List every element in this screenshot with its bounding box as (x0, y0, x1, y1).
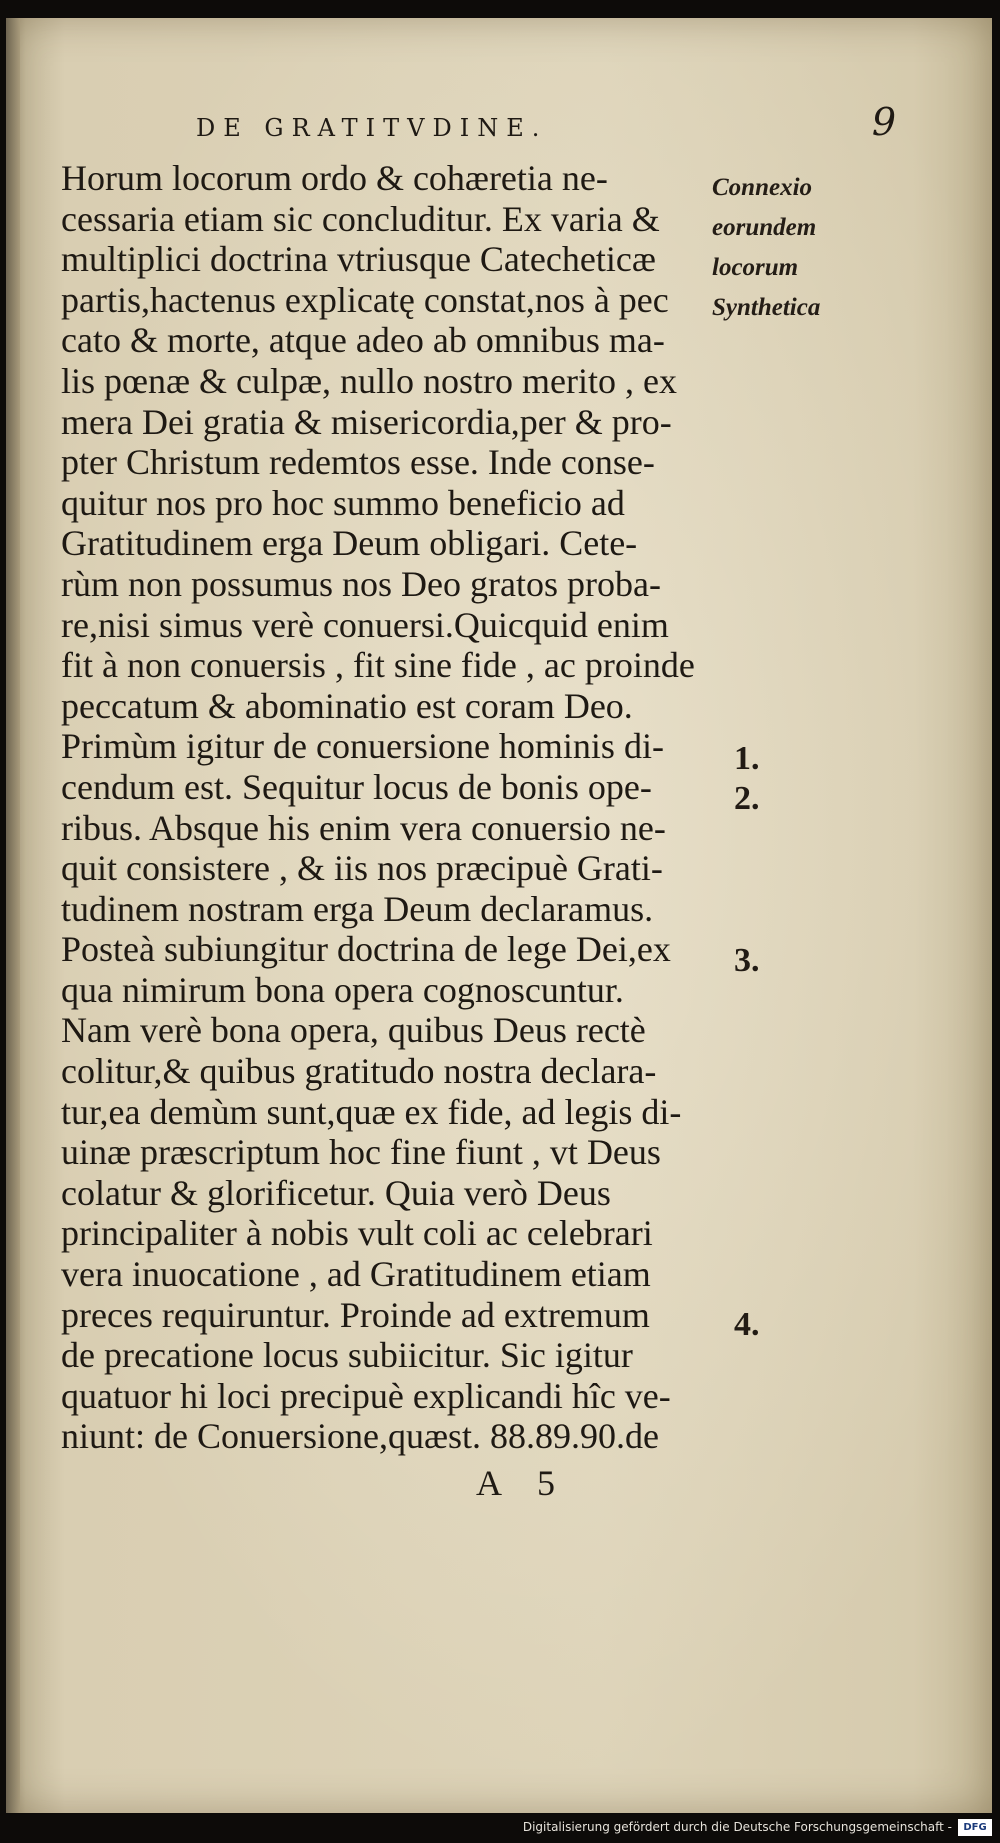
text-line: colitur,& quibus gratitudo nostra declara- (61, 1051, 657, 1092)
margin-note: Connexio (712, 174, 813, 201)
text-line: tur,ea demùm sunt,quæ ex fide, ad legis di- (61, 1091, 682, 1132)
footer-credit: Digitalisierung gefördert durch die Deutsche Forschungsgemeinschaft - (522, 1820, 952, 1834)
body-text (61, 158, 701, 1457)
text-line: Gratitudinem erga Deum obligari. Cete- (61, 523, 638, 564)
margin-number: 2. (734, 780, 760, 817)
margin-note: Synthetica (712, 294, 821, 321)
text-line: colatur & glorificetur. Quia verò Deus (61, 1172, 611, 1213)
text-line: quatuor hi loci precipuè explicandi hîc ve- (61, 1375, 671, 1416)
running-title: DE GRATITVDINE. (196, 114, 548, 142)
text-line: cendum est. Sequitur locus de bonis ope- (61, 766, 652, 807)
text-line: qua nimirum bona opera cognoscuntur. (61, 969, 624, 1010)
text-line: Primùm igitur de conuersione hominis di- (61, 726, 664, 767)
text-line: niunt: de Conuersione,quæst. 88.89.90.de (61, 1416, 659, 1457)
dfg-logo-icon: DFG (958, 1819, 992, 1836)
text-line: fit à non conuersis , fit sine fide , ac proinde (61, 645, 695, 686)
text-line: partis,hactenus explicatę constat,nos à pec (61, 279, 669, 320)
margin-number: 1. (734, 740, 760, 777)
text-line: pter Christum redemtos esse. Inde conse- (61, 442, 655, 483)
text-line: de precatione locus subiicitur. Sic igitur (61, 1335, 633, 1376)
margin-number: 3. (734, 942, 760, 979)
text-line: Nam verè bona opera, quibus Deus rectè (61, 1010, 646, 1051)
text-line: vera inuocatione , ad Gratitudinem etiam (61, 1254, 651, 1295)
text-line: lis pœnæ & culpæ, nullo nostro merito , ex (61, 360, 677, 401)
text-line: cessaria etiam sic concluditur. Ex varia & (61, 198, 660, 239)
text-line: Posteà subiungitur doctrina de lege Dei,ex (61, 929, 671, 970)
text-line: multiplici doctrina vtriusque Catecheticæ (61, 239, 656, 280)
text-line: tudinem nostram erga Deum declaramus. (61, 888, 654, 929)
text-line: quit consistere , & iis nos præcipuè Grati- (61, 848, 663, 889)
text-line: Horum locorum ordo & cohæretia ne- (61, 158, 608, 198)
text-line: principaliter à nobis vult coli ac celebrari (61, 1213, 653, 1254)
text-line: ribus. Absque his enim vera conuersio ne- (61, 807, 666, 848)
signature-mark: A 5 (476, 1463, 570, 1503)
text-line: rùm non possumus nos Deo gratos proba- (61, 563, 661, 604)
page-header (196, 100, 896, 146)
margin-note: locorum (712, 254, 799, 281)
text-line: re,nisi simus verè conuersi.Quicquid enim (61, 604, 669, 645)
book-page (6, 18, 992, 1813)
page-number: 9 (871, 100, 896, 144)
margin-number: 4. (734, 1306, 760, 1343)
text-line: peccatum & abominatio est coram Deo. (61, 685, 633, 726)
margin-note-block (712, 168, 862, 328)
text-line: quitur nos pro hoc summo beneficio ad (61, 482, 625, 523)
digitization-footer (0, 1813, 1000, 1843)
text-line: cato & morte, atque adeo ab omnibus ma- (61, 320, 665, 361)
text-line: mera Dei gratia & misericordia,per & pro- (61, 401, 672, 442)
margin-note: eorundem (712, 214, 817, 241)
text-line: preces requiruntur. Proinde ad extremum (61, 1294, 650, 1335)
text-line: uinæ præscriptum hoc fine fiunt , vt Deus (61, 1132, 661, 1173)
